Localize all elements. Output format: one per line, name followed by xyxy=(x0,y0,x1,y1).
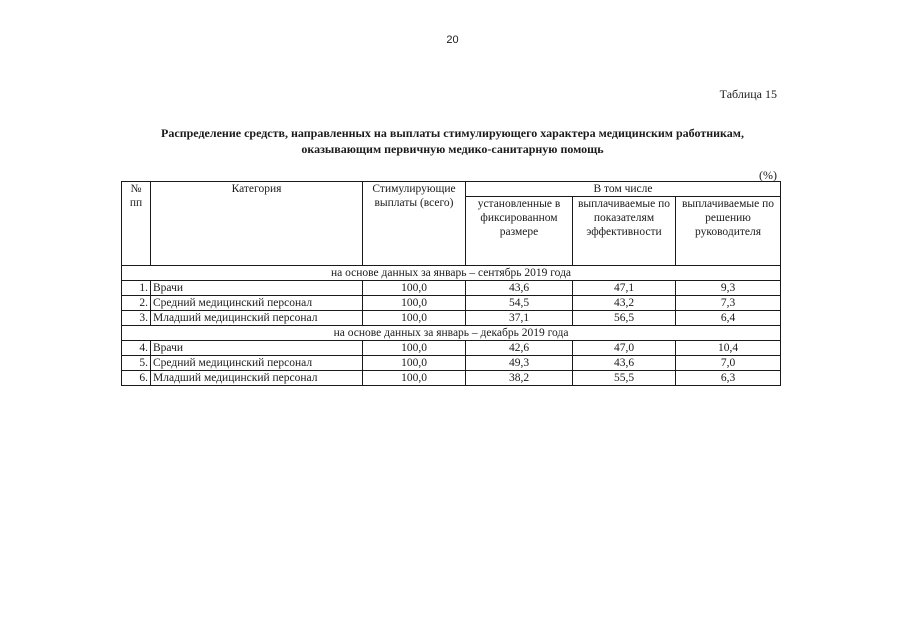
section-title: на основе данных за январь – сентябрь 2019 года xyxy=(122,266,781,281)
row-fixed: 43,6 xyxy=(466,281,573,296)
header-performance: выплачиваемые по показателям эффективности xyxy=(573,197,676,266)
section-title: на основе данных за январь – декабрь 2019 года xyxy=(122,326,781,341)
row-manager: 6,4 xyxy=(676,311,781,326)
row-category: Врачи xyxy=(151,341,363,356)
row-manager: 7,0 xyxy=(676,356,781,371)
row-category: Младший медицинский персонал xyxy=(151,371,363,386)
header-including: В том числе xyxy=(466,182,781,197)
row-total: 100,0 xyxy=(363,371,466,386)
row-total: 100,0 xyxy=(363,311,466,326)
table-row xyxy=(122,281,781,296)
row-number: 1. xyxy=(122,281,151,296)
table-row xyxy=(122,341,781,356)
row-manager: 9,3 xyxy=(676,281,781,296)
row-total: 100,0 xyxy=(363,296,466,311)
title-line-1: Распределение средств, направленных на выплаты стимулирующего характера медицинским работникам, xyxy=(161,126,744,140)
header-number xyxy=(122,182,151,266)
row-performance: 55,5 xyxy=(573,371,676,386)
row-manager: 7,3 xyxy=(676,296,781,311)
table-title xyxy=(100,125,805,157)
table-label: Таблица 15 xyxy=(719,87,777,101)
page-number: 20 xyxy=(446,34,459,46)
header-manager: выплачиваемые по решению руководителя xyxy=(676,197,781,266)
row-performance: 43,6 xyxy=(573,356,676,371)
row-performance: 47,0 xyxy=(573,341,676,356)
distribution-table xyxy=(121,181,781,386)
header-category: Категория xyxy=(151,182,363,266)
row-manager: 6,3 xyxy=(676,371,781,386)
row-category: Средний медицинский персонал xyxy=(151,356,363,371)
row-performance: 43,2 xyxy=(573,296,676,311)
row-number: 6. xyxy=(122,371,151,386)
row-fixed: 49,3 xyxy=(466,356,573,371)
row-fixed: 38,2 xyxy=(466,371,573,386)
row-number: 4. xyxy=(122,341,151,356)
row-manager: 10,4 xyxy=(676,341,781,356)
row-number: 3. xyxy=(122,311,151,326)
row-category: Врачи xyxy=(151,281,363,296)
row-category: Младший медицинский персонал xyxy=(151,311,363,326)
title-line-2: оказывающим первичную медико-санитарную помощь xyxy=(301,142,604,156)
row-fixed: 54,5 xyxy=(466,296,573,311)
row-number: 5. xyxy=(122,356,151,371)
row-total: 100,0 xyxy=(363,356,466,371)
table-row xyxy=(122,296,781,311)
row-number: 2. xyxy=(122,296,151,311)
row-fixed: 37,1 xyxy=(466,311,573,326)
row-performance: 47,1 xyxy=(573,281,676,296)
row-category: Средний медицинский персонал xyxy=(151,296,363,311)
header-number-line-1: № xyxy=(130,183,142,195)
row-performance: 56,5 xyxy=(573,311,676,326)
header-stimulating: Стимулирующие выплаты (всего) xyxy=(363,182,466,266)
row-fixed: 42,6 xyxy=(466,341,573,356)
header-fixed: установленные в фиксированном размере xyxy=(466,197,573,266)
table-row xyxy=(122,371,781,386)
table-row xyxy=(122,356,781,371)
header-number-line-2: пп xyxy=(129,197,143,209)
row-total: 100,0 xyxy=(363,341,466,356)
unit-label: (%) xyxy=(759,168,777,182)
table-row xyxy=(122,311,781,326)
row-total: 100,0 xyxy=(363,281,466,296)
